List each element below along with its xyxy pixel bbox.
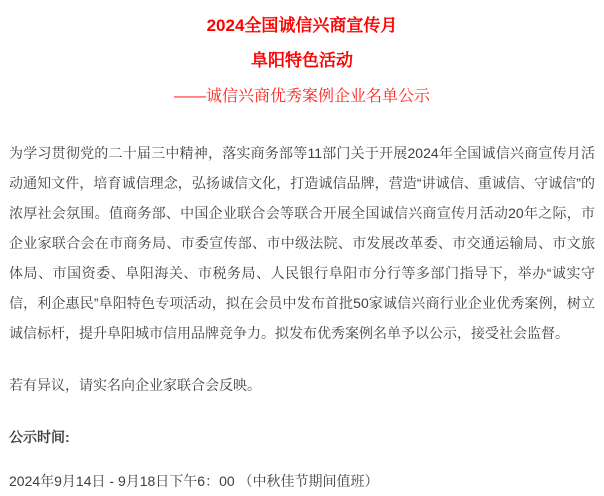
publicity-period-label: 公示时间:	[9, 429, 70, 445]
page-title: 2024全国诚信兴商宣传月	[206, 16, 398, 35]
publicity-period-value: 2024年9月14日 - 9月18日下午6：00 （中秋佳节期间值班）	[9, 473, 379, 489]
page-title-line2: 阜阳特色活动	[251, 51, 353, 70]
body-paragraph-objection: 若有异议，请实名向企业家联合会反映。	[9, 377, 261, 393]
body-paragraph-main: 为学习贯彻党的二十届三中精神，落实商务部等11部门关于开展2024年全国诚信兴商宣传月活动通知文件，培育诚信理念，弘扬诚信文化，打造诚信品牌，营造“讲诚信、重诚信、守诚信”的浓厚社会氛围。值商务部、中国企业联合会等联合开展全国诚信兴商宣传月活动20年之际，市企业家联合会在市商务局、市委宣传部、市中级法院、市发展改革委、市交通运输局、市文旅体局、市国资委、阜阳海关、市税务局、人民银行阜阳市分行等多部门指导下，举办“诚实守信，利企惠民”阜阳特色专项活动，拟在会员中发布首批50家诚信兴商行业企业优秀案例，树立诚信标杆，提升阜阳城市信用品牌竞争力。拟发布优秀案例名单予以公示，接受社会监督。	[9, 145, 595, 341]
page-subtitle: ——诚信兴商优秀案例企业名单公示	[173, 88, 430, 105]
